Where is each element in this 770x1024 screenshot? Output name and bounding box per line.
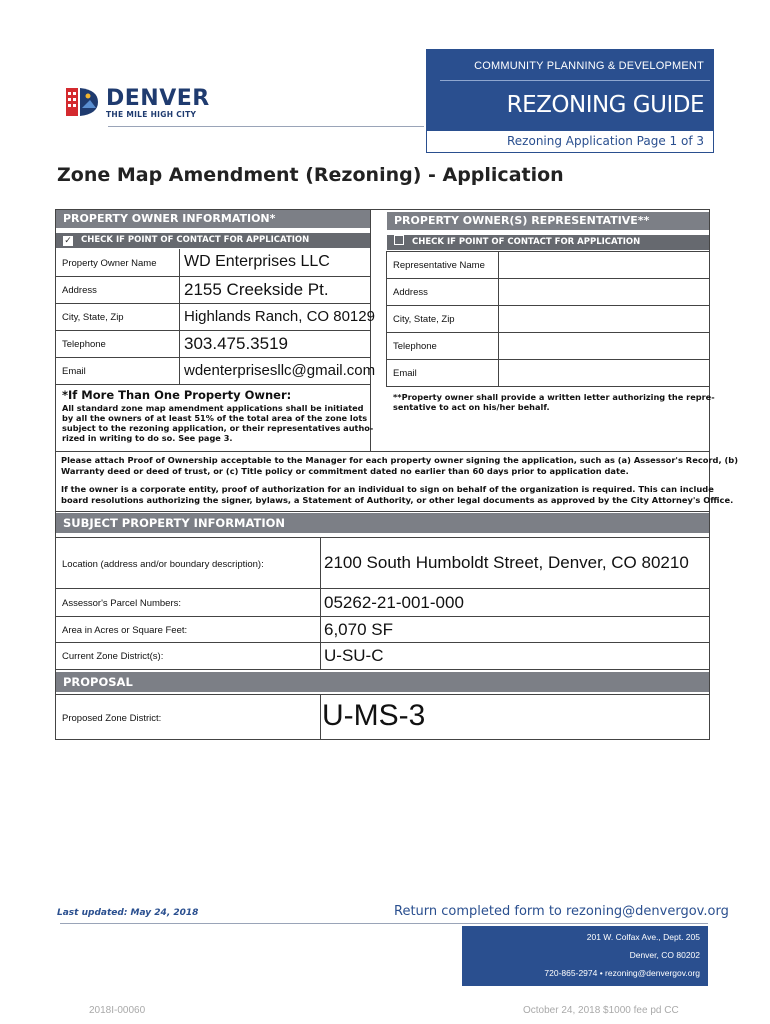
- representative-row-address: [387, 279, 709, 306]
- area-value[interactable]: 6,070 SF: [324, 620, 393, 639]
- owner-contact-check-row[interactable]: [56, 233, 370, 248]
- representative-contact-checkbox[interactable]: [394, 235, 404, 245]
- representative-address-label: Address: [393, 287, 428, 298]
- owner-email-value[interactable]: wdenterprisesllc@gmail.com: [184, 362, 376, 379]
- area-label: Area in Acres or Square Feet:: [62, 625, 188, 636]
- proposed-zone-label: Proposed Zone District:: [62, 713, 162, 724]
- representative-name-label: Representative Name: [393, 260, 485, 271]
- owner-note-line: by all the owners of at least 51% of the total area of the zone lots: [62, 413, 368, 423]
- subject-property-heading: SUBJECT PROPERTY INFORMATION: [56, 513, 709, 533]
- guide-subtitle: Rezoning Application Page 1 of 3: [507, 134, 704, 148]
- last-updated: Last updated: May 24, 2018: [57, 908, 199, 918]
- proposal-label-divider: [320, 694, 321, 740]
- entity-paragraph-line: If the owner is a corporate entity, proof of authorization for an individual to sign on behalf of the organization is required. This can include: [61, 484, 714, 494]
- entity-paragraph-line: board resolutions authorizing the signer, bylaws, a Statement of Authority, or other legal documents as approved by the City Attorney's Office.: [61, 495, 734, 505]
- location-label: Location (address and/or boundary description):: [62, 559, 264, 570]
- contact-address-line2: Denver, CO 80202: [629, 950, 700, 960]
- received-stamp: October 24, 2018 $1000 fee pd CC: [523, 1005, 679, 1016]
- proposed-zone-value[interactable]: U-MS-3: [322, 699, 426, 732]
- owner-city-value[interactable]: Highlands Ranch, CO 80129: [184, 308, 375, 325]
- zone-label: Current Zone District(s):: [62, 651, 164, 662]
- owner-telephone-value[interactable]: 303.475.3519: [184, 334, 288, 353]
- proof-paragraph-line: Please attach Proof of Ownership acceptable to the Manager for each property owner signing the application, such as (a) Assessor's Record, (b): [61, 455, 739, 465]
- parcel-label: Assessor's Parcel Numbers:: [62, 598, 182, 609]
- zone-value[interactable]: U-SU-C: [324, 646, 384, 665]
- owner-label-divider: [179, 249, 180, 385]
- proposal-heading: PROPOSAL: [56, 672, 709, 692]
- owner-contact-check-label: CHECK IF POINT OF CONTACT FOR APPLICATION: [81, 235, 310, 245]
- contact-address-line1: 201 W. Colfax Ave., Dept. 205: [586, 932, 700, 942]
- owner-name-label: Property Owner Name: [62, 258, 157, 269]
- representative-note-line: sentative to act on his/her behalf.: [393, 402, 550, 412]
- owner-note-heading: *If More Than One Property Owner:: [62, 388, 292, 402]
- owner-contact-checkbox[interactable]: ✓: [64, 236, 72, 246]
- representative-contact-check-row[interactable]: [387, 235, 709, 250]
- guide-title: REZONING GUIDE: [506, 92, 704, 118]
- owner-note-line: rized in writing to do so. See page 3.: [62, 433, 233, 443]
- owner-email-label: Email: [62, 366, 86, 377]
- parcel-value[interactable]: 05262-21-001-000: [324, 593, 464, 612]
- header-divider: [108, 126, 424, 127]
- org-tagline: THE MILE HIGH CITY: [106, 110, 197, 119]
- return-instructions: Return completed form to rezoning@denvergov.org: [394, 904, 729, 919]
- representative-contact-check-label: CHECK IF POINT OF CONTACT FOR APPLICATION: [412, 237, 641, 247]
- representative-section-heading: PROPERTY OWNER(S) REPRESENTATIVE**: [387, 212, 709, 230]
- owner-city-label: City, State, Zip: [62, 312, 124, 323]
- denver-logo-icon: [66, 86, 100, 118]
- header-box-divider: [440, 80, 710, 81]
- owner-telephone-label: Telephone: [62, 339, 106, 350]
- footer-divider: [60, 923, 708, 924]
- owner-address-value[interactable]: 2155 Creekside Pt.: [184, 280, 329, 299]
- department-name: COMMUNITY PLANNING & DEVELOPMENT: [474, 60, 704, 72]
- location-value[interactable]: 2100 South Humboldt Street, Denver, CO 80210: [324, 553, 689, 572]
- org-name: DENVER: [106, 86, 210, 111]
- representative-city-label: City, State, Zip: [393, 314, 455, 325]
- owner-address-label: Address: [62, 285, 97, 296]
- representative-note-line: **Property owner shall provide a written letter authorizing the repre-: [393, 392, 715, 402]
- representative-email-label: Email: [393, 368, 417, 379]
- contact-phone-email: 720-865-2974 • rezoning@denvergov.org: [544, 968, 700, 978]
- owner-note-line: subject to the rezoning application, or their representatives autho-: [62, 423, 374, 433]
- owner-name-value[interactable]: WD Enterprises LLC: [184, 253, 330, 270]
- representative-label-divider: [498, 251, 499, 387]
- column-divider: [370, 210, 371, 452]
- subject-label-divider: [320, 537, 321, 670]
- proof-paragraph-line: Warranty deed or deed of trust, or (c) Title policy or commitment dated no earlier than 60 days prior to application date.: [61, 466, 629, 476]
- owner-section-heading: PROPERTY OWNER INFORMATION*: [56, 210, 370, 228]
- contact-box: [462, 926, 708, 986]
- representative-telephone-label: Telephone: [393, 341, 437, 352]
- case-number-stamp: 2018I-00060: [89, 1005, 146, 1016]
- page-title: Zone Map Amendment (Rezoning) - Application: [57, 164, 564, 186]
- owner-note-line: All standard zone map amendment applications shall be initiated: [62, 403, 364, 413]
